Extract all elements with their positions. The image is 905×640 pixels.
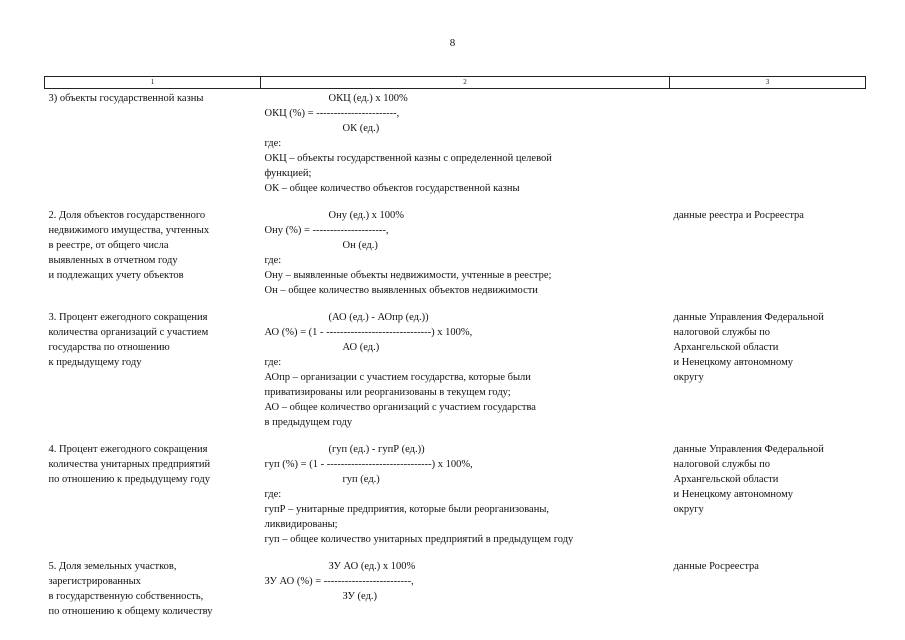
indicator-name-line: по отношению к общему количеству (48, 606, 213, 617)
data-source-line: округу (673, 372, 704, 383)
formula-numerator: (гуп (ед.) - гупР (ед.)) (328, 444, 425, 455)
formula-cell (261, 208, 670, 310)
formula-note-line: где: (264, 138, 282, 149)
data-source-line: налоговой службы по (673, 459, 771, 470)
indicator-name-cell (45, 89, 261, 209)
formula-note-line: где: (264, 357, 282, 368)
formula-note-line: приватизированы или реорганизованы в текущем году; (264, 387, 511, 398)
formula-denominator: гуп (ед.) (342, 474, 380, 485)
column-number-2: 2 (261, 77, 670, 89)
indicator-name-line: 4. Процент ежегодного сокращения (48, 444, 208, 455)
data-source-cell (670, 559, 866, 631)
table-body (45, 89, 866, 632)
data-source-line: округу (673, 504, 704, 515)
formula-note-line: гуп – общее количество унитарных предприятий в предыдущем году (264, 534, 574, 545)
table-row (45, 442, 866, 559)
formula-note-line: гупР – унитарные предприятия, которые были реорганизованы, (264, 504, 550, 515)
data-source-line: данные Росреестра (673, 561, 759, 572)
data-source-line: данные Управления Федеральной (673, 444, 824, 455)
formula-note-line: ОК – общее количество объектов государственной казны (264, 183, 520, 194)
formula-line: гуп (%) = (1 - ------------------------------) х 100%, (264, 459, 473, 470)
table-row (45, 208, 866, 310)
formula-cell (261, 89, 670, 209)
formula-numerator: (АО (ед.) - АОпр (ед.)) (328, 312, 429, 323)
table-row (45, 89, 866, 209)
indicator-name-line: количества унитарных предприятий (48, 459, 211, 470)
formula-note-line: ОКЦ – объекты государственной казны с определенной целевой (264, 153, 552, 164)
indicator-name-cell (45, 559, 261, 631)
data-source-cell (670, 310, 866, 442)
indicator-name-line: государства по отношению (48, 342, 170, 353)
formula-line: ЗУ АО (%) = -------------------------, (264, 576, 414, 587)
formula-note-line: ликвидированы; (264, 519, 338, 530)
indicator-name-line: 5. Доля земельных участков, (48, 561, 177, 572)
indicator-name-line: 2. Доля объектов государственного (48, 210, 206, 221)
indicator-name-line: в государственную собственность, (48, 591, 204, 602)
formula-numerator: Ону (ед.) х 100% (328, 210, 405, 221)
indicator-name-line: зарегистрированных (48, 576, 141, 587)
indicator-name-line: 3. Процент ежегодного сокращения (48, 312, 208, 323)
indicator-name-line: недвижимого имущества, учтенных (48, 225, 210, 236)
formula-cell (261, 442, 670, 559)
formula-cell (261, 310, 670, 442)
indicator-name-cell (45, 442, 261, 559)
table-row (45, 310, 866, 442)
data-source-cell (670, 89, 866, 209)
formula-note-line: функцией; (264, 168, 312, 179)
formula-numerator: ЗУ АО (ед.) х 100% (328, 561, 416, 572)
formula-line: АО (%) = (1 - ------------------------------) х 100%, (264, 327, 473, 338)
data-source-line: и Ненецкому автономному (673, 489, 793, 500)
indicator-name-line: по отношению к предыдущему году (48, 474, 210, 485)
data-source-cell (670, 442, 866, 559)
indicator-name-line: количества организаций с участием (48, 327, 209, 338)
data-source-line: Архангельской области (673, 342, 779, 353)
data-source-line: налоговой службы по (673, 327, 771, 338)
table-row (45, 559, 866, 631)
formula-note-line: Ону – выявленные объекты недвижимости, учтенные в реестре; (264, 270, 552, 281)
indicator-name-cell (45, 208, 261, 310)
formula-note-line: где: (264, 489, 282, 500)
column-number-row (45, 77, 866, 89)
data-source-line: данные реестра и Росреестра (673, 210, 804, 221)
formula-denominator: ЗУ (ед.) (342, 591, 378, 602)
formula-denominator: АО (ед.) (342, 342, 380, 353)
formula-line: ОКЦ (%) = -----------------------, (264, 108, 400, 119)
indicator-name-line: и подлежащих учету объектов (48, 270, 184, 281)
indicator-name-line: в реестре, от общего числа (48, 240, 169, 251)
indicator-name-line: к предыдущему году (48, 357, 142, 368)
data-source-line: и Ненецкому автономному (673, 357, 793, 368)
indicator-name-line: 3) объекты государственной казны (48, 93, 204, 104)
formula-note-line: в предыдущем году (264, 417, 353, 428)
formula-line: Ону (%) = ---------------------, (264, 225, 389, 236)
indicator-name-cell (45, 310, 261, 442)
formula-note-line: где: (264, 255, 282, 266)
column-number-3: 3 (670, 77, 866, 89)
formula-cell (261, 559, 670, 631)
indicators-table (44, 76, 866, 631)
indicator-name-line: выявленных в отчетном году (48, 255, 178, 266)
formula-note-line: АОпр – организации с участием государства, которые были (264, 372, 531, 383)
formula-note-line: АО – общее количество организаций с участием государства (264, 402, 536, 413)
formula-denominator: ОК (ед.) (342, 123, 380, 134)
column-number-1: 1 (45, 77, 261, 89)
data-source-cell (670, 208, 866, 310)
formula-denominator: Он (ед.) (342, 240, 378, 251)
page-number: 8 (449, 37, 456, 49)
formula-numerator: ОКЦ (ед.) х 100% (328, 93, 408, 104)
data-source-line: данные Управления Федеральной (673, 312, 824, 323)
data-source-line: Архангельской области (673, 474, 779, 485)
formula-note-line: Он – общее количество выявленных объектов недвижимости (264, 285, 538, 296)
